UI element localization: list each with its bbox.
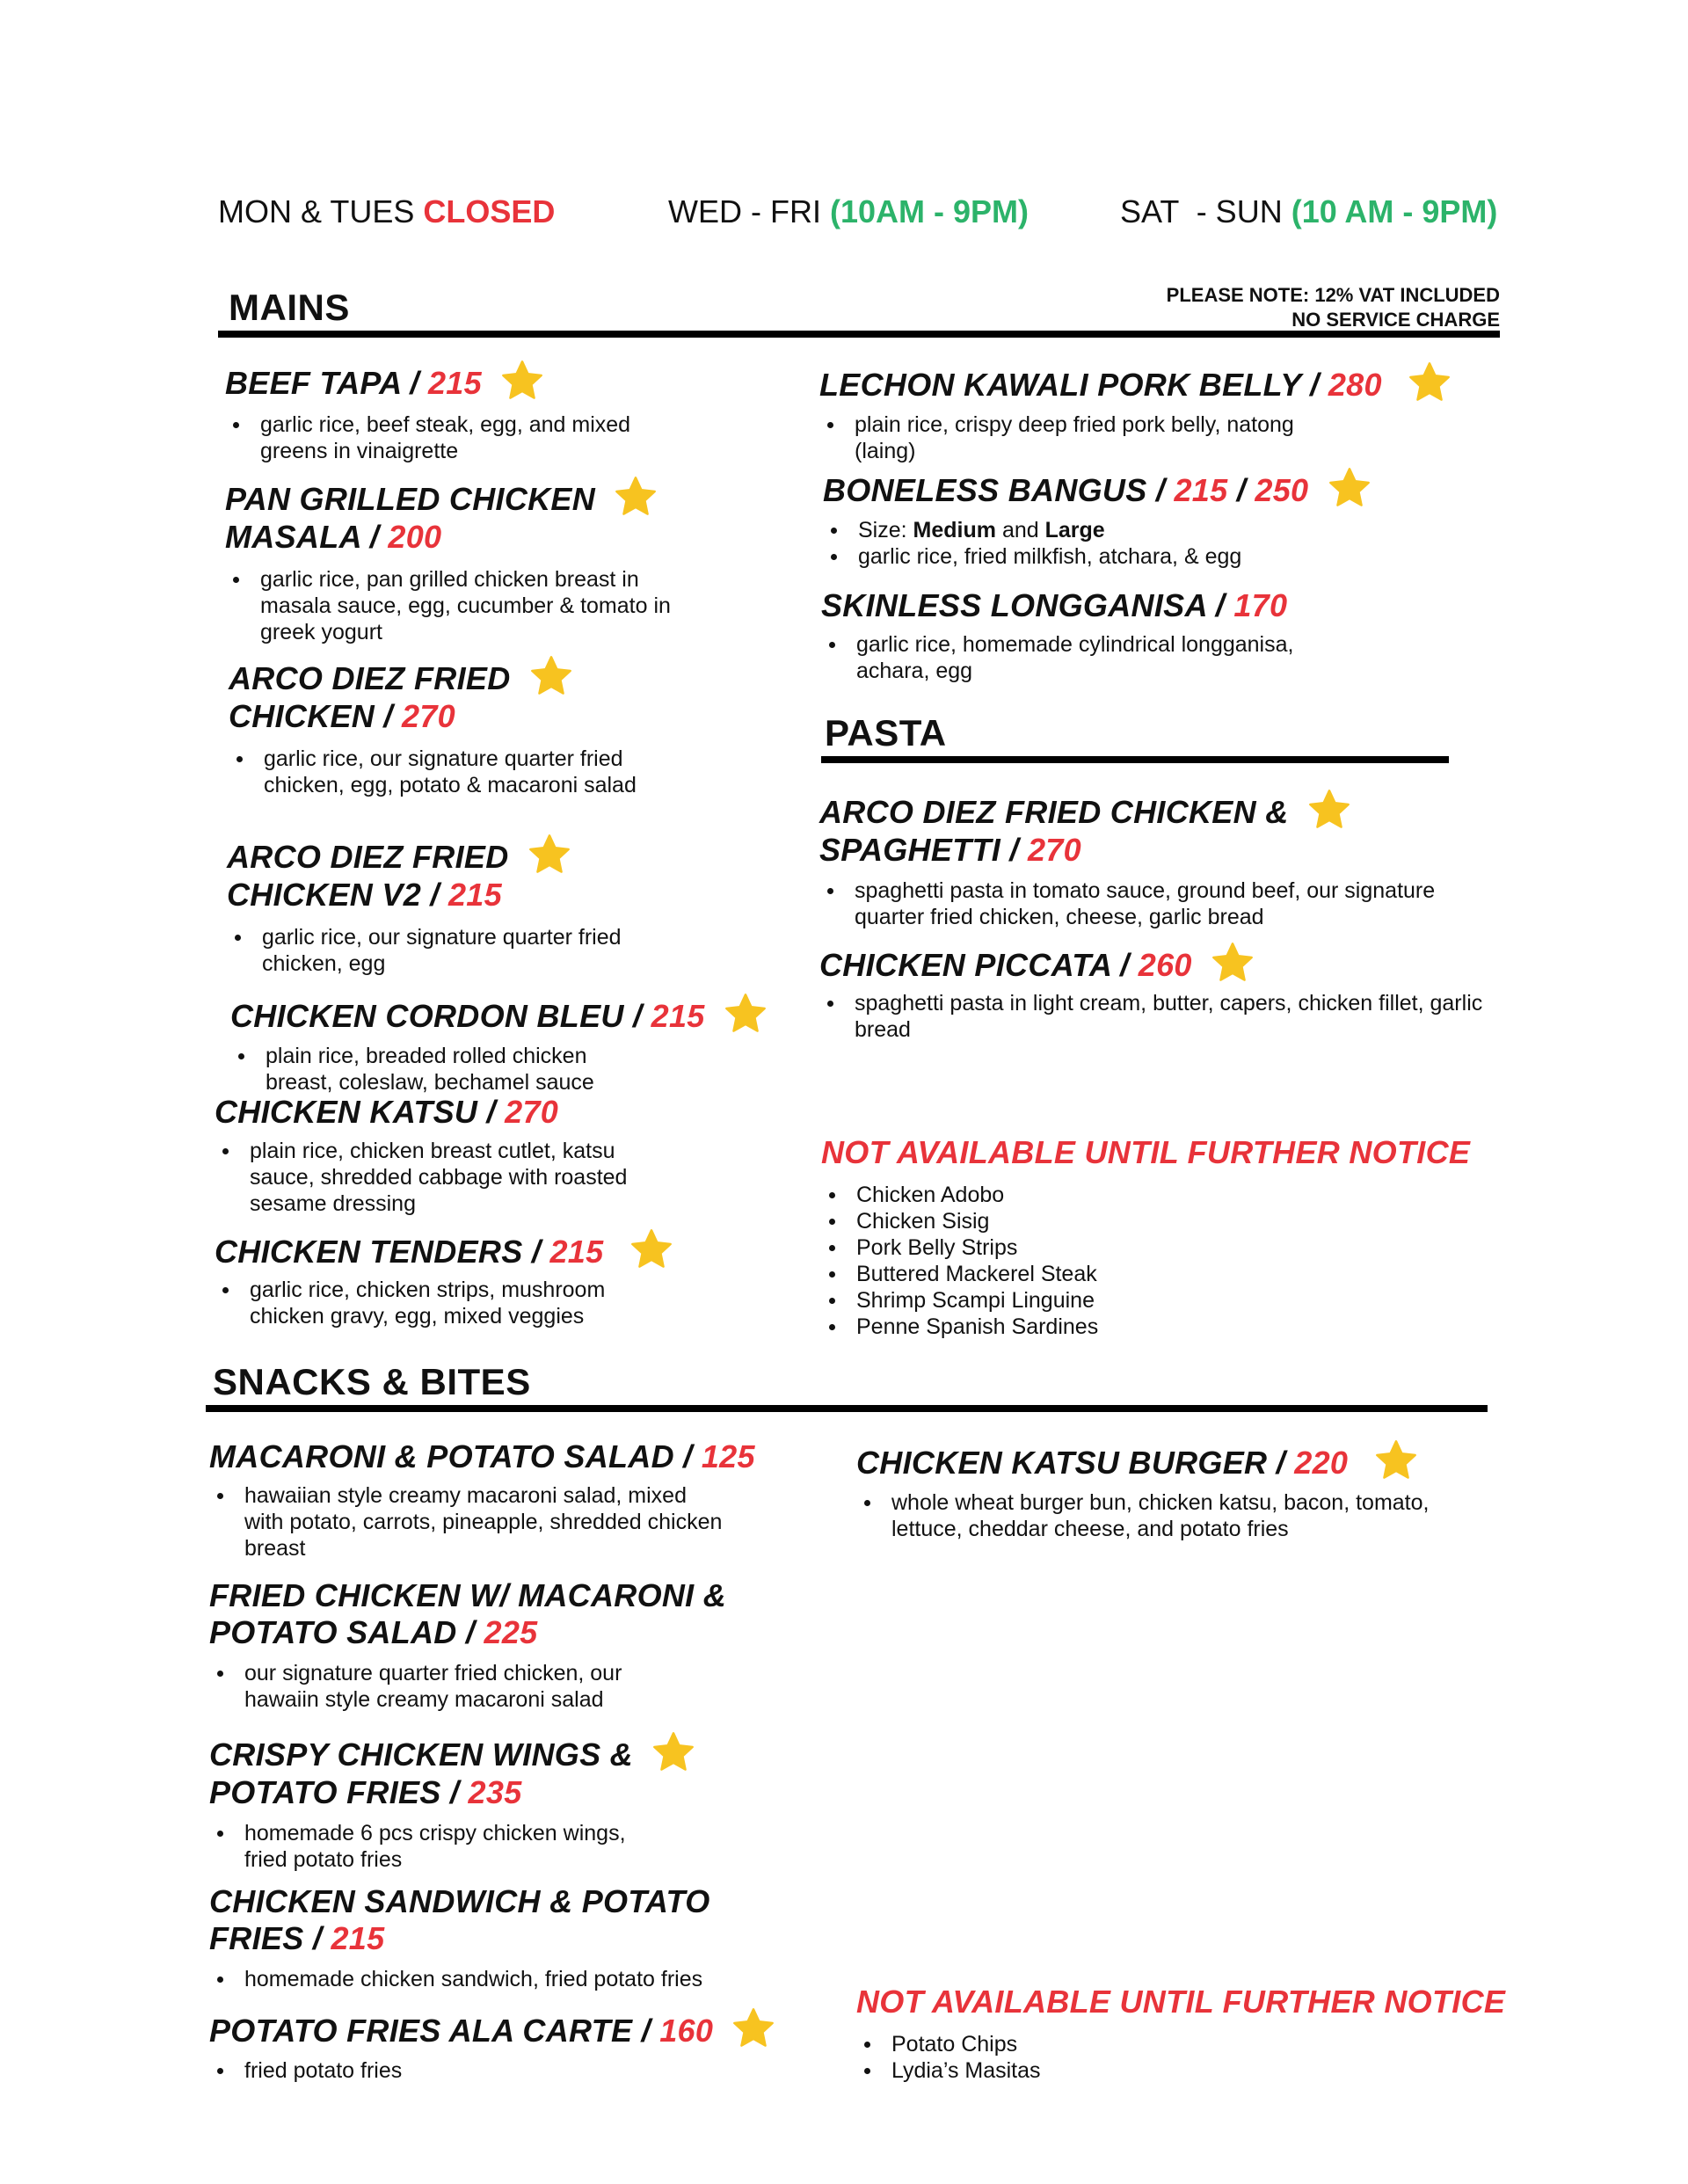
item-price: 235 xyxy=(468,1774,522,1810)
item-title: PAN GRILLED CHICKEN MASALA / 200 xyxy=(225,475,744,556)
star-icon xyxy=(723,992,768,1036)
hours-wed-fri xyxy=(668,193,1029,230)
item-title: ARCO DIEZ FRIED CHICKEN & SPAGHETTI / 270 xyxy=(819,788,1505,869)
hours-sat-sun xyxy=(1120,193,1497,230)
item-title: CHICKEN PICCATA / 260 xyxy=(819,941,1505,985)
item-title: CHICKEN TENDERS / 215 xyxy=(215,1227,733,1271)
item-description: spaghetti pasta in tomato sauce, ground beef, our signature quarter fried chicken, cheese, garlic bread xyxy=(819,877,1488,930)
pasta-item-chicken-piccata xyxy=(819,941,1505,1043)
item-price: 260 xyxy=(1138,947,1192,983)
item-price: 270 xyxy=(1027,832,1081,868)
pasta-item-arco-diez-spaghetti xyxy=(819,788,1505,930)
item-description: plain rice, crispy deep fried pork belly, natong (laing) xyxy=(819,411,1312,464)
not-available-title: NOT AVAILABLE UNTIL FURTHER NOTICE xyxy=(821,1134,1471,1170)
list-item: Lydia’s Masitas xyxy=(856,2057,1524,2084)
item-title: CHICKEN SANDWICH & POTATO FRIES / 215 xyxy=(209,1883,710,1956)
list-item: Chicken Sisig xyxy=(821,1208,1507,1234)
list-item: Chicken Adobo xyxy=(821,1182,1507,1208)
mains-item-chicken-tenders xyxy=(215,1227,733,1329)
item-description: fried potato fries xyxy=(209,2057,737,2084)
item-price: 215 xyxy=(1174,472,1228,508)
item-price: 270 xyxy=(402,698,455,734)
hours-closed-status: CLOSED xyxy=(423,193,556,229)
snack-item-fried-chicken-macaroni xyxy=(209,1577,807,1713)
item-price: 215 xyxy=(651,998,705,1034)
hours-wed-fri-label: WED - FRI xyxy=(668,193,821,229)
list-item: Pork Belly Strips xyxy=(821,1234,1507,1261)
snack-item-crispy-chicken-wings xyxy=(209,1730,807,1873)
list-item: Shrimp Scampi Linguine xyxy=(821,1287,1507,1314)
item-price: 170 xyxy=(1233,587,1288,623)
item-size-options: Size: Medium and Large xyxy=(823,517,1438,543)
item-title: ARCO DIEZ FRIED CHICKEN V2 / 215 xyxy=(227,833,746,914)
hours-mon-tue xyxy=(218,193,555,230)
snack-item-chicken-sandwich xyxy=(209,1883,807,1992)
item-description: our signature quarter fried chicken, our hawaiin style creamy macaroni salad xyxy=(209,1660,702,1713)
hours-sat-sun-label: SAT - SUN xyxy=(1120,193,1283,229)
item-description: garlic rice, our signature quarter fried chicken, egg xyxy=(227,924,684,977)
item-price: 215 xyxy=(447,877,502,913)
snacks-section-title: SNACKS & BITES xyxy=(213,1361,531,1402)
item-price: 215 xyxy=(427,365,482,401)
item-description: garlic rice, our signature quarter fried chicken, egg, potato & macaroni salad xyxy=(229,746,686,798)
star-icon xyxy=(651,1730,696,1774)
list-item: Buttered Mackerel Steak xyxy=(821,1261,1507,1287)
item-description: homemade chicken sandwich, fried potato fries xyxy=(209,1966,772,1992)
item-price: 215 xyxy=(549,1234,604,1270)
hours-sat-sun-time: (10 AM - 9PM) xyxy=(1291,193,1498,229)
item-price: 280 xyxy=(1328,367,1382,403)
mains-item-arco-diez-fried-chicken-v2 xyxy=(227,833,746,977)
item-price: 200 xyxy=(388,519,442,555)
not-available-snacks xyxy=(856,1984,1524,2084)
star-icon xyxy=(613,475,658,519)
star-icon xyxy=(1327,466,1372,510)
pasta-divider xyxy=(821,756,1449,763)
not-available-list xyxy=(856,2031,1524,2084)
item-price: 125 xyxy=(701,1438,755,1474)
mains-item-beef-tapa xyxy=(225,359,744,464)
snacks-divider xyxy=(206,1405,1488,1412)
item-description: garlic rice, homemade cylindrical longganisa, achara, egg xyxy=(821,631,1349,684)
mains-section-title: MAINS xyxy=(229,287,350,328)
snack-item-potato-fries-ala-carte xyxy=(209,2006,807,2084)
item-title: BONELESS BANGUS / 215 / 250 xyxy=(823,466,1509,510)
item-description: hawaiian style creamy macaroni salad, mixed with potato, carrots, pineapple, shredded chicken breast xyxy=(209,1482,728,1562)
hours-mon-tue-label: MON & TUES xyxy=(218,193,415,229)
not-available-list xyxy=(821,1182,1507,1340)
snack-item-macaroni-potato-salad xyxy=(209,1438,807,1562)
pasta-section-title: PASTA xyxy=(825,712,947,753)
item-price: 270 xyxy=(505,1094,559,1130)
mains-item-boneless-bangus xyxy=(823,466,1509,570)
star-icon xyxy=(527,833,572,877)
mains-item-lechon-kawali xyxy=(819,360,1505,464)
mains-item-skinless-longganisa xyxy=(821,587,1507,684)
hours-wed-fri-time: (10AM - 9PM) xyxy=(830,193,1030,229)
snack-item-chicken-katsu-burger xyxy=(856,1438,1507,1542)
star-icon xyxy=(528,654,574,698)
mains-divider xyxy=(218,331,1500,338)
item-price: 215 xyxy=(331,1920,385,1956)
item-description: garlic rice, chicken strips, mushroom chicken gravy, egg, mixed veggies xyxy=(215,1277,663,1329)
star-icon xyxy=(499,359,545,403)
vat-note-line1: PLEASE NOTE: 12% VAT INCLUDED xyxy=(1166,284,1500,306)
list-item: Potato Chips xyxy=(856,2031,1524,2057)
item-title: BEEF TAPA / 215 xyxy=(225,359,744,403)
not-available-title: NOT AVAILABLE UNTIL FURTHER NOTICE xyxy=(856,1984,1506,2020)
item-title: POTATO FRIES ALA CARTE / 160 xyxy=(209,2006,807,2050)
star-icon xyxy=(1306,788,1352,832)
item-price: 160 xyxy=(659,2013,714,2049)
item-description: spaghetti pasta in light cream, butter, capers, chicken fillet, garlic bread xyxy=(819,990,1488,1043)
item-description: plain rice, breaded rolled chicken breast, coleslaw, bechamel sauce xyxy=(230,1043,644,1096)
item-description: whole wheat burger bun, chicken katsu, bacon, tomato, lettuce, cheddar cheese, and potato fries xyxy=(856,1489,1489,1542)
item-description: garlic rice, fried milkfish, atchara, & egg xyxy=(823,543,1438,570)
not-available-mains xyxy=(821,1134,1507,1340)
star-icon xyxy=(1210,941,1255,985)
star-icon xyxy=(1407,360,1452,404)
star-icon xyxy=(1373,1438,1419,1482)
item-price: 220 xyxy=(1294,1445,1349,1481)
item-title: LECHON KAWALI PORK BELLY / 280 xyxy=(819,360,1505,404)
item-price-large: 250 xyxy=(1255,472,1309,508)
item-description: garlic rice, pan grilled chicken breast in masala sauce, egg, cucumber & tomato in greek yogurt xyxy=(225,566,709,645)
item-title: ARCO DIEZ FRIED CHICKEN / 270 xyxy=(229,654,747,735)
mains-item-pan-grilled-chicken-masala xyxy=(225,475,744,645)
item-description: garlic rice, beef steak, egg, and mixed greens in vinaigrette xyxy=(225,411,700,464)
item-title: FRIED CHICKEN W/ MACARONI & POTATO SALAD / 225 xyxy=(209,1577,727,1650)
item-description: homemade 6 pcs crispy chicken wings, fried potato fries xyxy=(209,1820,631,1873)
item-title: CHICKEN KATSU BURGER / 220 xyxy=(856,1438,1507,1482)
mains-item-chicken-cordon-bleu xyxy=(230,992,793,1096)
list-item: Penne Spanish Sardines xyxy=(821,1314,1507,1340)
item-title: CRISPY CHICKEN WINGS & POTATO FRIES / 235 xyxy=(209,1730,807,1811)
item-title: MACARONI & POTATO SALAD / 125 xyxy=(209,1438,755,1474)
item-title: CHICKEN KATSU / 270 xyxy=(215,1094,559,1130)
mains-item-chicken-katsu xyxy=(215,1094,733,1217)
item-title: CHICKEN CORDON BLEU / 215 xyxy=(230,992,793,1036)
vat-note-line2: NO SERVICE CHARGE xyxy=(1291,309,1500,331)
item-title: SKINLESS LONGGANISA / 170 xyxy=(821,587,1288,623)
mains-item-arco-diez-fried-chicken xyxy=(229,654,747,798)
star-icon xyxy=(629,1227,674,1271)
item-description: plain rice, chicken breast cutlet, katsu sauce, shredded cabbage with roasted sesame dressing xyxy=(215,1138,680,1217)
vat-note xyxy=(967,283,1500,332)
item-price: 225 xyxy=(484,1614,538,1650)
star-icon xyxy=(731,2006,776,2050)
